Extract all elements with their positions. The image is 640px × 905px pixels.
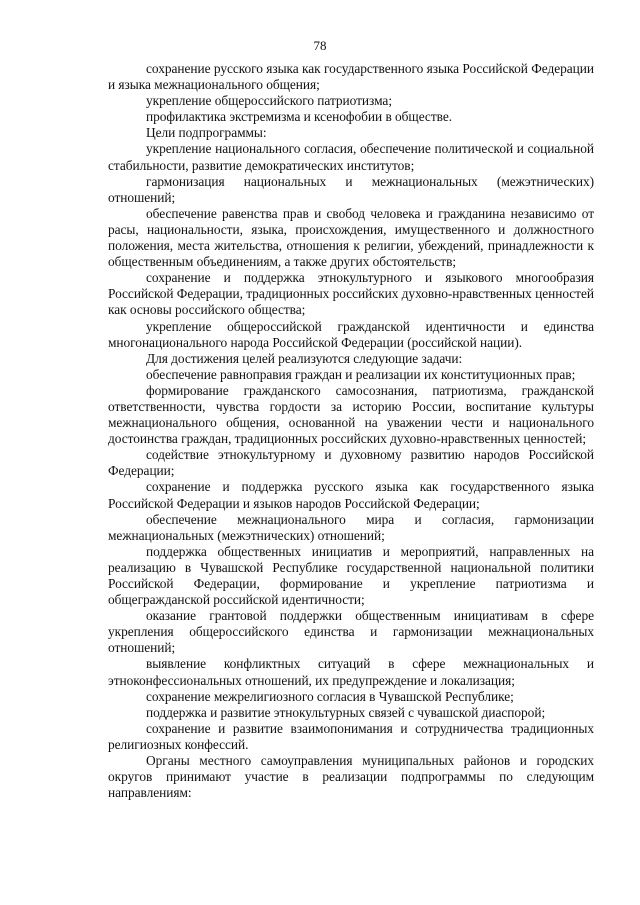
paragraph: гармонизация национальных и межнациональных (межэтнических) отношений; bbox=[108, 173, 594, 205]
paragraph: содействие этнокультурному и духовному развитию народов Российской Федерации; bbox=[108, 447, 594, 479]
paragraph: выявление конфликтных ситуаций в сфере межнациональных и этноконфессиональных отношений, их предупреждение и локализация; bbox=[108, 656, 594, 688]
paragraph: сохранение и поддержка русского языка как государственного языка Российской Федерации и языков народов Российской Федерации; bbox=[108, 479, 594, 511]
paragraph: оказание грантовой поддержки общественным инициативам в сфере укрепления общероссийского единства и гармонизации межнациональных отношений; bbox=[108, 608, 594, 656]
paragraph: поддержка и развитие этнокультурных связей с чувашской диаспорой; bbox=[146, 704, 546, 720]
paragraph: формирование гражданского самосознания, патриотизма, гражданской ответственности, чувства гордости за историю России, воспитание культуры межнационального общения, основанной на уважении чести и национального достоинства граждан, традиционных российских духовно-нравственных ценностей; bbox=[108, 382, 594, 447]
paragraph: профилактика экстремизма и ксенофобии в обществе. bbox=[146, 109, 453, 125]
paragraph: Органы местного самоуправления муниципальных районов и городских округов принимают участие в реализации подпрограммы по следующим направлениям: bbox=[108, 753, 594, 801]
paragraph: обеспечение равноправия граждан и реализации их конституционных прав; bbox=[146, 366, 576, 382]
section-heading: Цели подпрограммы: bbox=[146, 125, 267, 141]
paragraph: укрепление общероссийской гражданской идентичности и единства многонационального народа Российской Федерации (российской нации). bbox=[108, 318, 594, 350]
paragraph: сохранение русского языка как государственного языка Российской Федерации и языка межнационального общения; bbox=[108, 61, 594, 93]
paragraph: укрепление национального согласия, обеспечение политической и социальной стабильности, развитие демократических институтов; bbox=[108, 141, 594, 173]
document-body bbox=[108, 61, 594, 801]
paragraph: сохранение и поддержка этнокультурного и языкового многообразия Российской Федерации, традиционных российских духовно-нравственных ценностей как основы российского общества; bbox=[108, 270, 594, 318]
section-heading: Для достижения целей реализуются следующие задачи: bbox=[146, 350, 463, 366]
paragraph: укрепление общероссийского патриотизма; bbox=[146, 93, 392, 109]
paragraph: обеспечение равенства прав и свобод человека и гражданина независимо от расы, национальности, языка, происхождения, имущественного и должностного положения, места жительства, отношения к религии, убеждений, принадлежности к общественным объединениям, а также других обстоятельств; bbox=[108, 205, 594, 270]
paragraph: сохранение и развитие взаимопонимания и сотрудничества традиционных религиозных конфессий. bbox=[108, 720, 594, 752]
paragraph: сохранение межрелигиозного согласия в Чувашской Республике; bbox=[146, 688, 514, 704]
paragraph: обеспечение межнационального мира и согласия, гармонизации межнациональных (межэтнических) отношений; bbox=[108, 511, 594, 543]
paragraph: поддержка общественных инициатив и мероприятий, направленных на реализацию в Чувашской Республике государственной национальной политики Российской Федерации, формирование и укрепление патриотизма и общегражданской российской идентичности; bbox=[108, 543, 594, 608]
page-number: 78 bbox=[313, 38, 327, 53]
